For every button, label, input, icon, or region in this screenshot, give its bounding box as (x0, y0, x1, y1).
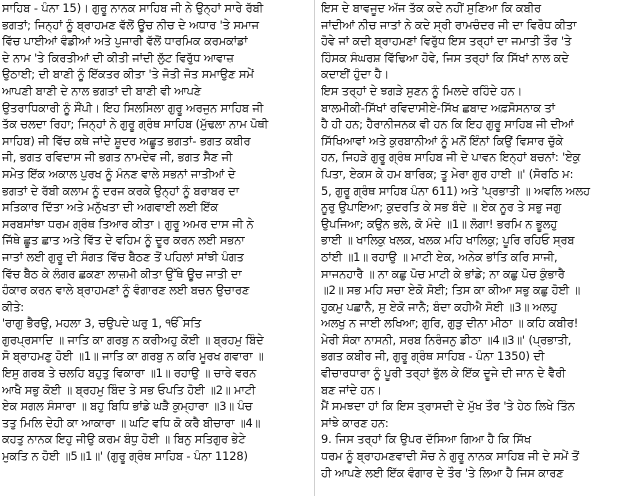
text-line: ਵਿੱਚ ਪਾਈਆਂ ਵੰਡੀਆਂ ਅਤੇ ਪੁਜਾਰੀ ਵੱਲੋਂ ਧਾਰਮਿਕ ਕਰਮਕਾਂਡਾਂ (2, 34, 248, 49)
text-line: ਸਿੱਖਿਆਵਾਂ ਅਤੇ ਕੁਰਬਾਨੀਆਂ ਨੂੰ ਮਨੋਂ ਇੰਨਾਂ ਕਿਉਂ ਵਿਸਾਰ ਚੁੱਕੇ (321, 133, 564, 148)
text-line: ਵੀਚਾਰਧਾਰਾ ਨੂੰ ਪੂਰੀ ਤਰ੍ਹਾਂ ਭੁੱਲ ਕੇ ਇੱਕ ਦੂਜੇ ਦੀ ਜਾਨ ਦੇ ਵੈਰੀ (321, 366, 566, 381)
text-line: ਹੀ ਆਪਣੇ ਲਈ ਇੱਕ ਵੰਗਾਰ ਦੇ ਤੌਰ 'ਤੇ ਲਿਆ ਹੈ ਜਿਸ ਕਾਰਣ (321, 465, 564, 480)
text-line: ਭਗਤਾਂ; ਜਿਨ੍ਹਾਂ ਨੂੰ ਬ੍ਰਾਹਮਣ ਵੱਲੋਂ ਊਚ ਨੀਚ ਦੇ ਅਧਾਰ 'ਤੇ ਸਮਾਜ (2, 17, 259, 32)
text-line: ਤੱਕ ਚਲਦਾ ਰਿਹਾ; ਜਿਨ੍ਹਾਂ ਨੇ ਗੁਰੂ ਗ੍ਰੰਥ ਸਾਹਿਬ (ਮੁੱਢਲਾ ਨਾਮ ਪੋਥੀ (2, 117, 269, 132)
column-divider (314, 0, 315, 496)
text-line: ਇਸ ਦੇ ਬਾਵਜੂਦ ਅੱਜ ਤੱਕ ਕਦੇ ਨਹੀਂ ਸੁਣਿਆ ਕਿ ਕਬੀਰ (321, 1, 541, 15)
text-line: 5, ਗੁਰੂ ਗ੍ਰੰਥ ਸਾਹਿਬ ਪੰਨਾ 611) ਅਤੇ 'ਪ੍ਰਭਾਤੀ ॥ ਅਵਲਿ ਅਲਹ (321, 183, 590, 198)
text-line: ॥2॥ ਸਭ ਮਹਿ ਸਚਾ ਏਕੋ ਸੋਈ; ਤਿਸ ਕਾ ਕੀਆ ਸਭੁ ਕਛੁ ਹੋਈ ॥ (321, 283, 581, 298)
text-line: ਭਾਈ ॥ ਖਾਲਿਕੁ ਖਲਕ, ਖਲਕ ਮਹਿ ਖਾਲਿਕੁ; ਪੂਰਿ ਰਹਿਓ ਸ੍ਰਬ (321, 233, 575, 248)
text-line: ਇਸੁ ਗਰਬ ਤੇ ਚਲਹਿ ਬਹੁਤੁ ਵਿਕਾਰਾ ॥1॥ ਰਹਾਉ ॥ ਚਾਰੇ ਵਰਨ (2, 366, 257, 381)
text-line: ਆਪਣੀ ਬਾਣੀ ਦੇ ਨਾਲ ਭਗਤਾਂ ਦੀ ਬਾਣੀ ਵੀ ਆਪਣੇ (2, 83, 202, 98)
text-line: ਮੁਕਤਿ ਨ ਹੋਈ ॥5॥1॥' (ਗੁਰੂ ਗ੍ਰੰਥ ਸਾਹਿਬ - ਪੰਨਾ 1128) (2, 449, 248, 464)
text-line: 'ਰਾਗੁ ਭੈਰਉ, ਮਹਲਾ 3, ਚਉਪਦੇ ਘਰੁ 1, ੴ ਸਤਿ (2, 316, 202, 331)
text-line: ਜਾਂਦੀਆਂ ਨੀਚ ਜਾਤਾਂ ਨੇ ਕਦੇ ਸ੍ਰੀ ਰਾਮਚੰਦਰ ਜੀ ਦਾ ਵਿਰੋਧ ਕੀਤਾ (321, 17, 577, 32)
text-line: ਮੈਂ ਸਮਝਦਾ ਹਾਂ ਕਿ ਇਸ ਤ੍ਰਾਸਦੀ ਦੇ ਮੁੱਖ ਤੌਰ 'ਤੇ ਹੇਠ ਲਿਖੇ ਤਿੰਨ (321, 399, 575, 414)
text-line: ਨੂਰੁ ਉਪਾਇਆ; ਕੁਦਰਤਿ ਕੇ ਸਭ ਬੰਦੇ ॥ ਏਕ ਨੂਰ ਤੇ ਸਭੁ ਜਗੁ (321, 200, 562, 215)
text-line: ਵਿੱਚ ਬੈਠ ਕੇ ਲੰਗਰ ਛਕਣਾ ਲਾਜ਼ਮੀ ਕੀਤਾ ਉੱਥੇ ਊਚ ਜਾਤੀ ਦਾ (2, 266, 242, 281)
text-line: ਸੋ ਬ੍ਰਾਹਮਣੁ ਹੋਈ ॥1॥ ਜਾਤਿ ਕਾ ਗਰਬੁ ਨ ਕਰਿ ਮੂਰਖ ਗਵਾਰਾ ॥ (2, 349, 264, 364)
text-line: ਉਠਾਈ; ਦੀ ਬਾਣੀ ਨੂੰ ਇੱਕਤਰ ਕੀਤਾ 'ਤੇ ਜੋਤੀ ਜੋਤ ਸਮਾਉਣ ਸਮੇਂ (2, 67, 254, 82)
text-line: ਦੇ ਨਾਮ 'ਤੇ ਕਿਰਤੀਆਂ ਦੀ ਕੀਤੀ ਜਾਂਦੀ ਲੁੱਟ ਵਿਰੁੱਧ ਆਵਾਜ਼ (2, 50, 234, 65)
text-line: ਗੁਰਪ੍ਰਸਾਦਿ ॥ ਜਾਤਿ ਕਾ ਗਰਬੁ ਨ ਕਰੀਅਹੁ ਕੋਈ ॥ ਬ੍ਰਹਮੁ ਬਿੰਦੇ (2, 332, 264, 347)
text-line: ਜਾਤਾਂ ਲਈ ਗੁਰੂ ਦੀ ਸੰਗਤ ਵਿੱਚ ਬੈਠਣ ਤੋਂ ਪਹਿਲਾਂ ਸਾਂਝੀ ਪੰਗਤ (2, 249, 244, 264)
text-line: ਧਰਮ ਨੂੰ ਬ੍ਰਾਹਮਣਵਾਦੀ ਸੋਚ ਨੇ ਗੁਰੂ ਨਾਨਕ ਸਾਹਿਬ ਜੀ ਦੇ ਸਮੇਂ ਤੋਂ (321, 449, 579, 464)
text-line: 9. ਜਿਸ ਤਰ੍ਹਾਂ ਕਿ ਉਪਰ ਦੱਸਿਆ ਗਿਆ ਹੈ ਕਿ ਸਿੱਖ (321, 432, 531, 447)
text-line: ਸਾਂਝੇ ਕਾਰਣ ਹਨ: (321, 415, 389, 430)
text-line: ਹੰਕਾਰ ਕਰਨ ਵਾਲੇ ਬ੍ਰਾਹਮਣਾਂ ਨੂੰ ਵੰਗਾਰਣ ਲਈ ਬਚਨ ਉਚਾਰਣ (2, 283, 250, 298)
text-line: ਅਲਖੁ ਨ ਜਾਈ ਲਖਿਆ; ਗੁਰਿ, ਗੁੜੁ ਦੀਨਾ ਮੀਠਾ ॥ ਕਹਿ ਕਬੀਰ! (321, 316, 579, 331)
text-line: ਸਰਬਸਾਂਝਾ ਧਰਮ ਗ੍ਰੰਥ ਤਿਆਰ ਕੀਤਾ। ਗੁਰੂ ਅਮਰ ਦਾਸ ਜੀ ਨੇ (2, 216, 254, 231)
text-line: ਬਣ ਜਾਂਦੇ ਹਨ। (321, 382, 382, 397)
text-line: ਭਗਤਾਂ ਦੇ ਰੱਬੀ ਕਲਾਮ ਨੂੰ ਦਰਜ ਕਰਕੇ ਉਨ੍ਹਾਂ ਨੂੰ ਬਰਾਬਰ ਦਾ (2, 183, 239, 198)
text-line: ਭਗਤ ਕਬੀਰ ਜੀ, ਗੁਰੂ ਗ੍ਰੰਥ ਸਾਹਿਬ - ਪੰਨਾ 1350) ਦੀ (321, 349, 545, 364)
text-line: ਸਾਜਨਹਾਰੈ ॥ ਨਾ ਕਛੁ ਪੋਚ ਮਾਟੀ ਕੇ ਭਾਂਡੇ; ਨਾ ਕਛੁ ਪੋਚ ਕੁੰਭਾਰੈ (321, 266, 565, 281)
text-line: ਤਤੁ ਮਿਲਿ ਦੇਹੀ ਕਾ ਆਕਾਰਾ ॥ ਘਟਿ ਵਧਿ ਕੋ ਕਰੈ ਬੀਚਾਰਾ ॥4॥ (2, 415, 261, 430)
text-line: ਆਖੈ ਸਭੁ ਕੋਈ ॥ ਬ੍ਰਹਮੁ ਬਿੰਦ ਤੇ ਸਭ ਓਪਤਿ ਹੋਈ ॥2॥ ਮਾਟੀ (2, 382, 256, 397)
text-line: ਇਸ ਤਰ੍ਹਾਂ ਦੇ ਝਗੜੇ ਸੁਣਨ ਨੂੰ ਮਿਲਦੇ ਰਹਿੰਦੇ ਹਨ। (321, 83, 523, 98)
text-line: ਬਾਲਮੀਕੀ-ਸਿੱਖਾਂ ਰਵਿਦਾਸੀਏ-ਸਿੱਖ ਛਬਾਦ ਅਫ਼ਸੋਸਨਾਕ ਤਾਂ (321, 100, 555, 115)
right-column (321, 0, 627, 496)
text-line: ਹਿੰਸਕ ਸੰਘਰਸ਼ ਵਿੱਢਿਆ ਹੋਵੇ, ਜਿਸ ਤਰ੍ਹਾਂ ਕਿ ਸਿੱਖਾਂ ਨਾਲ ਕਦੇ (321, 50, 569, 65)
text-line: ਸਾਹਿਬ) ਜੀ ਵਿੱਚ ਕਥੇ ਜਾਂਦੇ ਸ਼ੂਦਰ ਅਛੂਤ ਭਗਤਾਂ- ਭਗਤ ਕਬੀਰ (2, 133, 251, 148)
text-line: ਹੈ ਹੀ ਹਨ; ਹੈਰਾਨੀਜਨਕ ਵੀ ਹਨ ਕਿ ਇਹ ਗੁਰੂ ਸਾਹਿਬ ਜੀ ਦੀਆਂ (321, 117, 574, 132)
text-line: ਉਤਰਾਧਿਕਾਰੀ ਨੂੰ ਸੌਂਪੀ। ਇਹ ਸਿਲਸਿਲਾ ਗੁਰੂ ਅਰਜੁਨ ਸਾਹਿਬ ਜੀ (2, 100, 264, 115)
text-line: ਕਹਤੁ ਨਾਨਕ ਇਹੁ ਜੀਉ ਕਰਮ ਬੰਧੁ ਹੋਈ ॥ ਬਿਨੁ ਸਤਿਗੁਰ ਭੇਟੇ (2, 432, 246, 447)
text-line: ਕੀਤੇ: (2, 299, 25, 314)
text-line: ਹੋਵੇ ਜਾਂ ਕਦੀ ਬ੍ਰਾਹਮਣਾਂ ਵਿਰੁੱਧ ਇਸ ਤਰ੍ਹਾਂ ਦਾ ਜਮਾਤੀ ਤੌਰ 'ਤੇ (321, 34, 572, 49)
text-line: ਠਾਂਈ ॥1॥ ਰਹਾਉ ॥ ਮਾਟੀ ਏਕ, ਅਨੇਕ ਭਾਂਤਿ ਕਰਿ ਸਾਜੀ, (321, 249, 558, 264)
left-column (2, 0, 308, 496)
text-line: ਮੇਰੀ ਸੰਕਾ ਨਾਸਨੀ, ਸਰਬ ਨਿਰੰਜਨੁ ਡੀਠਾ ॥4॥3॥' (ਪ੍ਰਭਾਤੀ, (321, 332, 572, 347)
text-line: ਜਿੱਥੇ ਛੂਤ ਛਾਤ ਅਤੇ ਵਿੱਤ ਦੇ ਵਹਿਮ ਨੂੰ ਦੂਰ ਕਰਨ ਲਈ ਸਭਨਾ (2, 233, 245, 248)
text-line: ਹੁਕਮੁ ਪਛਾਨੈ, ਸੁ ਏਕੋ ਜਾਨੈ; ਬੰਦਾ ਕਹੀਐ ਸੋਈ ॥3॥ ਅਲਹੁ (321, 299, 557, 314)
text-line: ਸਤਿਕਾਰ ਦਿੱਤਾ ਅਤੇ ਮਨੁੱਖਤਾ ਦੀ ਅਗਵਾਈ ਲਈ ਇੱਕ (2, 200, 218, 215)
text-line: ਉਪਜਿਆ; ਕਉਨ ਭਲੇ, ਕੋ ਮੰਦੇ ॥1॥ ਲੋਗਾ! ਭਰਮਿ ਨ ਭੂਲਹੁ (321, 216, 558, 231)
text-line: ਹਨ, ਜਿਹੜੇ ਗੁਰੂ ਗ੍ਰੰਥ ਸਾਹਿਬ ਜੀ ਦੇ ਪਾਵਨ ਇਨ੍ਹਾਂ ਬਚਨਾਂ: 'ਏਕੁ (321, 150, 581, 165)
text-line: ਸਮੇਤ ਇੱਕ ਅਕਾਲ ਪੁਰਖ ਨੂੰ ਮੰਨਣ ਵਾਲੇ ਸਭਨਾਂ ਜਾਤੀਆਂ ਦੇ (2, 166, 236, 181)
text-line: ਏਕ ਸਗਲ ਸੰਸਾਰਾ ॥ ਬਹੁ ਬਿਧਿ ਭਾਂਡੇ ਘੜੈ ਕੁਮ੍ਹਾਰਾ ॥3॥ ਪੰਚ (2, 399, 253, 414)
text-line: ਸਾਹਿਬ - ਪੰਨਾ 15)। ਗੁਰੂ ਨਾਨਕ ਸਾਹਿਬ ਜੀ ਨੇ ਉਨ੍ਹਾਂ ਸਾਰੇ ਰੱਬੀ (2, 1, 264, 15)
text-line: ਕਦਾਈਂ ਹੁੰਦਾ ਹੈ। (321, 67, 389, 82)
text-line: ਪਿਤਾ, ਏਕਸ ਕੇ ਹਮ ਬਾਰਿਕ; ਤੂ ਮੇਰਾ ਗੁਰ ਹਾਈ ॥' (ਸੋਰਠਿ ਮ: (321, 166, 574, 181)
text-line: ਜੀ, ਭਗਤ ਰਵਿਦਾਸ ਜੀ ਭਗਤ ਨਾਮਦੇਵ ਜੀ, ਭਗਤ ਸੈਣ ਜੀ (2, 150, 233, 165)
